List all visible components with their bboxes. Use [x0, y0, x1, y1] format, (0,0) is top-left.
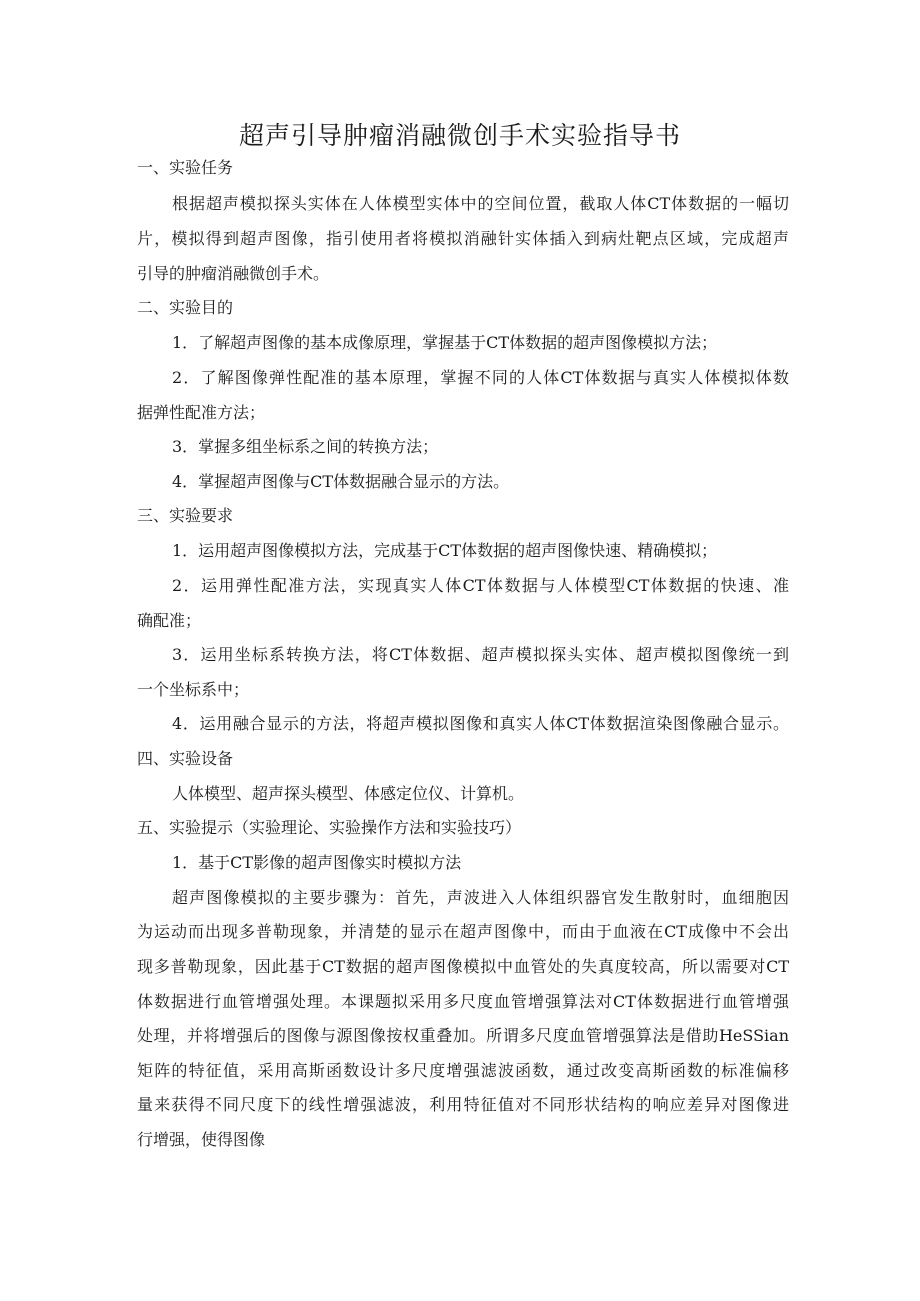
list-item-continuation: 确配准； — [137, 611, 202, 630]
list-item: 1．运用超声图像模拟方法，完成基于CT体数据的超声图像快速、精确模拟； — [172, 541, 718, 560]
paragraph-line: 矩阵的特征值，采用高斯函数设计多尺度增强滤波函数，通过改变高斯函数的标准偏移 — [137, 1061, 789, 1080]
paragraph-line: 片，模拟得到超声图像，指引使用者将模拟消融针实体插入到病灶靶点区域，完成超声 — [137, 229, 789, 248]
list-item: 4．掌握超声图像与CT体数据融合显示的方法。 — [172, 472, 510, 491]
paragraph-line: 超声图像模拟的主要步骤为：首先，声波进入人体组织器官发生散射时，血细胞因 — [172, 888, 789, 907]
section-heading-3: 三、实验要求 — [137, 506, 234, 525]
paragraph-line: 根据超声模拟探头实体在人体模型实体中的空间位置，截取人体CT体数据的一幅切 — [172, 194, 789, 213]
list-item: 4．运用融合显示的方法，将超声模拟图像和真实人体CT体数据渲染图像融合显示。 — [172, 714, 789, 733]
paragraph-line: 体数据进行血管增强处理。本课题拟采用多尺度血管增强算法对CT体数据进行血管增强 — [137, 992, 789, 1011]
document-title: 超声引导肿瘤消融微创手术实验指导书 — [238, 121, 681, 150]
list-item: 3．掌握多组坐标系之间的转换方法； — [172, 437, 439, 456]
subsection-heading: 1．基于CT影像的超声图像实时模拟方法 — [172, 853, 462, 872]
paragraph-line: 行增强，使得图像 — [137, 1130, 266, 1149]
paragraph-line: 量来获得不同尺度下的线性增强滤波，利用特征值对不同形状结构的响应差异对图像进 — [137, 1095, 789, 1114]
list-item: 3．运用坐标系转换方法，将CT体数据、超声模拟探头实体、超声模拟图像统一到 — [172, 645, 789, 664]
paragraph-line: 处理，并将增强后的图像与源图像按权重叠加。所谓多尺度血管增强算法是借助HeSSian — [137, 1026, 789, 1045]
list-item: 1．了解超声图像的基本成像原理，掌握基于CT体数据的超声图像模拟方法； — [172, 333, 718, 352]
section-heading-4: 四、实验设备 — [137, 749, 234, 768]
list-item: 2．运用弹性配准方法，实现真实人体CT体数据与人体模型CT体数据的快速、准 — [172, 576, 789, 595]
list-item-continuation: 据弹性配准方法； — [137, 403, 266, 422]
section-heading-2: 二、实验目的 — [137, 298, 234, 317]
paragraph-line: 引导的肿瘤消融微创手术。 — [137, 264, 330, 283]
paragraph-line: 现多普勒现象，因此基于CT数据的超声图像模拟中血管处的失真度较高，所以需要对CT — [137, 957, 789, 976]
list-item-continuation: 一个坐标系中； — [137, 680, 250, 699]
section-heading-1: 一、实验任务 — [137, 158, 234, 177]
list-item: 2．了解图像弹性配准的基本原理，掌握不同的人体CT体数据与真实人体模拟体数 — [172, 368, 789, 387]
paragraph-line: 为运动而出现多普勒现象，并清楚的显示在超声图像中，而由于血液在CT成像中不会出 — [137, 922, 789, 941]
paragraph-line: 人体模型、超声探头模型、体感定位仪、计算机。 — [172, 784, 525, 803]
section-heading-5: 五、实验提示（实验理论、实验操作方法和实验技巧） — [137, 818, 522, 837]
